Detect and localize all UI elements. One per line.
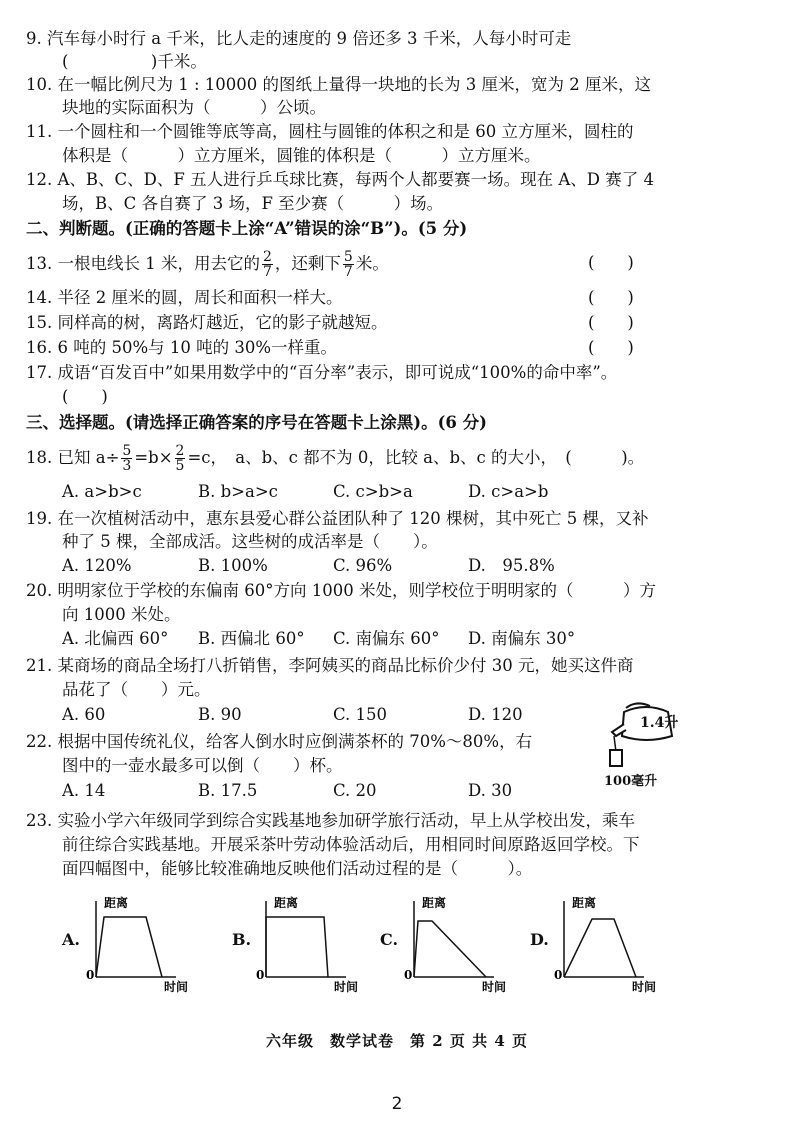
q13-f1-num: 2 [262,249,272,265]
q22-option-c: C. 20 [333,781,377,800]
q18-fraction-2 [175,444,186,473]
graph-c [402,893,542,993]
graph-a-label: A. [62,930,80,949]
q13-fraction-2 [343,250,354,279]
q18-f1-num: 5 [122,443,132,459]
graph-d-label: D. [530,930,549,949]
page-footer: 六年级 数学试卷 第 2 页 共 4 页 [266,1032,528,1050]
q13-fraction-1 [262,250,273,279]
q15-answer-paren: ( ) [588,313,634,332]
graph-a-origin: 0 [86,968,95,982]
q21-option-a: A. 60 [62,705,106,724]
q18-option-d: D. c>a>b [468,482,549,501]
q10-line2: 块地的实际面积为（ ）公顷。 [62,98,326,117]
pot-volume-label: 1.4升 [640,715,679,731]
graph-a [84,893,224,993]
graph-c-label: C. [380,930,399,949]
q20-option-c: C. 南偏东 60° [333,629,440,648]
q23-line1: 23. 实验小学六年级同学到综合实践基地参加研学旅行活动，早上从学校出发，乘车 [26,811,635,830]
q20-line2: 向 1000 米处。 [62,605,181,624]
q9-line2: ( )千米。 [62,52,207,71]
q11-line2: 体积是（ ）立方厘米，圆锥的体积是（ ）立方厘米。 [62,146,541,165]
q20-line1: 20. 明明家位于学校的东偏南 60°方向 1000 米处，则学校位于明明家的（ ）方 [26,581,656,600]
q19-option-a: A. 120% [62,556,132,575]
section-choice-title: 三、选择题。(请选择正确答案的序号在答题卡上涂黑)。(6 分) [26,413,487,432]
q13-f1-den: 7 [262,264,272,280]
graph-d [552,893,692,993]
q21-line1: 21. 某商场的商品全场打八折销售，李阿姨买的商品比标价少付 30 元，她买这件商 [26,656,634,675]
q18-mid: =b× [134,448,173,467]
q10-line1: 10. 在一幅比例尺为 1 : 10000 的图纸上量得一块地的长为 3 厘米，宽为 2 厘米，这 [26,75,651,94]
q23-line2: 前往综合实践基地。开展采茶叶劳动体验活动后，用相同时间原路返回学校。下 [62,835,640,854]
graph-a-line [96,917,162,977]
q18-f2-num: 2 [175,443,185,459]
graph-a-ylabel: 距离 [104,896,129,910]
q18-f1-den: 3 [122,458,132,474]
q19-line2: 种了 5 棵，全部成活。这些树的成活率是（ ）。 [62,532,438,551]
q13-pre: 13. 一根电线长 1 米，用去它的 [26,254,260,273]
q13-answer-paren: ( ) [588,253,634,272]
q13-mid: ，还剩下 [274,254,341,273]
q22-line1: 22. 根据中国传统礼仪，给客人倒水时应倒满茶杯的 70%～80%，右 [26,732,533,751]
graph-b-xlabel: 时间 [334,980,359,993]
graph-d-xlabel: 时间 [632,980,657,993]
cup [610,750,622,766]
graph-a-xlabel: 时间 [164,980,189,993]
q19-line1: 19. 在一次植树活动中，惠东县爱心群公益团队种了 120 棵树，其中死亡 5 棵，又补 [26,509,649,528]
q12-line1: 12. A、B、C、D、F 五人进行乒乓球比赛，每两个人都要赛一场。现在 A、D 赛了 4 [26,170,654,189]
graph-c-line [414,921,486,977]
q18-fraction-1 [121,444,132,473]
q18-option-a: A. a>b>c [62,482,142,501]
q18-option-c: C. c>b>a [333,482,413,501]
graph-c-origin: 0 [404,968,413,982]
q21-option-d: D. 120 [468,705,523,724]
q14: 14. 半径 2 厘米的圆，周长和面积一样大。 [26,288,343,307]
q17-line2: ( ) [62,387,108,406]
page-number: 2 [391,1094,403,1114]
q18-f2-den: 5 [175,458,185,474]
graph-b-origin: 0 [256,968,265,982]
section-judgment-title: 二、判断题。(正确的答题卡上涂“A”错误的涂“B”)。(5 分) [26,219,468,238]
q19-option-d: D. 95.8% [468,556,555,575]
q18-option-b: B. b>a>c [198,482,278,501]
graph-d-ylabel: 距离 [572,896,597,910]
q13-post: 米。 [355,254,389,273]
q12-line2: 场，B、C 各自赛了 3 场，F 至少赛（ ）场。 [62,194,444,213]
q18 [26,444,644,473]
graph-c-xlabel: 时间 [482,980,507,993]
q11-line1: 11. 一个圆柱和一个圆锥等底等高，圆柱与圆锥的体积之和是 60 立方厘米，圆柱的 [26,122,634,141]
q14-answer-paren: ( ) [588,288,634,307]
cup-volume-label: 100毫升 [604,774,658,789]
q18-post: =c， a、b、c 都不为 0，比较 a、b、c 的大小， ( )。 [187,448,645,467]
q19-option-c: C. 96% [333,556,393,575]
q20-option-d: D. 南偏东 30° [468,629,576,648]
q22-option-d: D. 30 [468,781,513,800]
q9-line1: 9. 汽车每小时行 a 千米，比人走的速度的 9 倍还多 3 千米，人每小时可走 [26,29,572,48]
q13-f2-den: 7 [343,264,353,280]
q22-option-b: B. 17.5 [198,781,258,800]
q21-option-c: C. 150 [333,705,388,724]
q19-option-b: B. 100% [198,556,268,575]
q22-option-a: A. 14 [62,781,106,800]
q22-line2: 图中的一壶水最多可以倒（ ）杯。 [62,756,343,775]
q13-f2-num: 5 [343,249,353,265]
q21-line2: 品花了（ ）元。 [62,680,211,699]
q15: 15. 同样高的树，离路灯越近，它的影子就越短。 [26,313,388,332]
q13 [26,250,389,279]
graph-c-ylabel: 距离 [422,896,447,910]
graph-b-ylabel: 距离 [274,896,299,910]
q23-line3: 面四幅图中，能够比较准确地反映他们活动过程的是（ ）。 [62,859,533,878]
graph-b-label: B. [232,930,252,949]
q16-answer-paren: ( ) [588,338,634,357]
graph-b [254,893,394,993]
q17-line1: 17. 成语“百发百中”如果用数学中的“百分率”表示，即可说成“100%的命中率”。 [26,363,618,382]
q16: 16. 6 吨的 50%与 10 吨的 30%一样重。 [26,338,338,357]
graph-d-line [564,919,636,977]
graph-b-line [266,917,328,977]
q18-pre: 18. 已知 a÷ [26,448,120,467]
q20-option-b: B. 西偏北 60° [198,629,305,648]
q21-option-b: B. 90 [198,705,242,724]
q20-option-a: A. 北偏西 60° [62,629,169,648]
graph-d-origin: 0 [554,968,563,982]
